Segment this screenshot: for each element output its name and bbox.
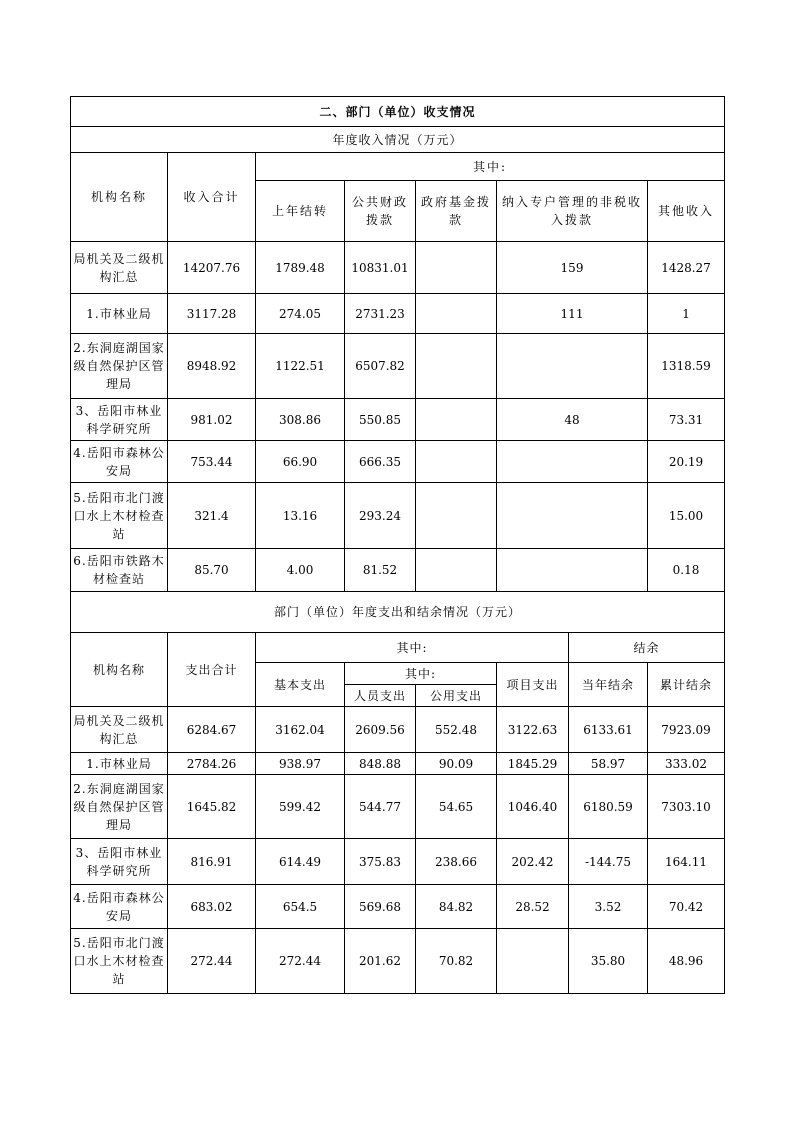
expense-header-of-which-2: 其中: [345, 663, 497, 685]
expense-header-of-which: 其中: [256, 633, 569, 663]
income-row-other: 73.31 [648, 399, 725, 441]
expense-row-project: 202.42 [497, 839, 569, 885]
table-row [71, 483, 725, 549]
expense-row-accum: 164.11 [648, 839, 725, 885]
expense-row-accum: 48.96 [648, 929, 725, 994]
expense-row-basic: 3162.04 [256, 707, 345, 753]
expense-row-project: 28.52 [497, 885, 569, 929]
income-expense-table [70, 96, 725, 994]
income-row-fiscal: 10831.01 [345, 242, 416, 294]
income-header-org: 机构名称 [71, 153, 168, 242]
income-row-total: 85.70 [168, 549, 256, 592]
table-row [71, 294, 725, 334]
expense-row-project: 1046.40 [497, 775, 569, 839]
expense-row-accum: 70.42 [648, 885, 725, 929]
expense-row-total: 272.44 [168, 929, 256, 994]
income-row-fund [416, 441, 497, 483]
income-row-nontax: 111 [497, 294, 648, 334]
expense-header-personnel: 人员支出 [345, 685, 416, 707]
income-row-nontax [497, 441, 648, 483]
income-header-nontax: 纳入专户管理的非税收入拨款 [497, 181, 648, 242]
table-row [71, 707, 725, 753]
expense-row-current: -144.75 [569, 839, 648, 885]
expense-row-basic: 938.97 [256, 753, 345, 775]
income-row-fund [416, 549, 497, 592]
expense-header-project: 项目支出 [497, 663, 569, 707]
income-row-fiscal: 81.52 [345, 549, 416, 592]
expense-row-total: 6284.67 [168, 707, 256, 753]
table-row [71, 753, 725, 775]
expense-caption: 部门（单位）年度支出和结余情况（万元） [71, 592, 725, 633]
expense-row-project [497, 929, 569, 994]
expense-row-accum: 333.02 [648, 753, 725, 775]
income-header-total: 收入合计 [168, 153, 256, 242]
expense-row-total: 816.91 [168, 839, 256, 885]
income-row-fiscal: 550.85 [345, 399, 416, 441]
expense-row-current: 6180.59 [569, 775, 648, 839]
income-row-nontax [497, 334, 648, 399]
table-row [71, 242, 725, 294]
expense-row-total: 1645.82 [168, 775, 256, 839]
income-row-fiscal: 293.24 [345, 483, 416, 549]
expense-row-current: 35.80 [569, 929, 648, 994]
expense-row-basic: 614.49 [256, 839, 345, 885]
expense-row-personnel: 544.77 [345, 775, 416, 839]
table-row [71, 885, 725, 929]
expense-row-public: 552.48 [416, 707, 497, 753]
expense-row-public: 84.82 [416, 885, 497, 929]
income-row-fund [416, 483, 497, 549]
income-row-total: 14207.76 [168, 242, 256, 294]
expense-row-current: 3.52 [569, 885, 648, 929]
income-row-fiscal: 2731.23 [345, 294, 416, 334]
income-row-carry: 1789.48 [256, 242, 345, 294]
expense-header-balance: 结余 [569, 633, 725, 663]
expense-header-accum: 累计结余 [648, 663, 725, 707]
income-row-other: 15.00 [648, 483, 725, 549]
expense-row-accum: 7923.09 [648, 707, 725, 753]
income-row-nontax [497, 483, 648, 549]
income-caption: 年度收入情况（万元） [71, 127, 725, 153]
income-row-fund [416, 334, 497, 399]
income-header-carry: 上年结转 [256, 181, 345, 242]
table-row [71, 399, 725, 441]
expense-row-name: 2.东洞庭湖国家级自然保护区管理局 [71, 775, 168, 839]
expense-row-basic: 654.5 [256, 885, 345, 929]
expense-row-basic: 272.44 [256, 929, 345, 994]
income-row-name: 1.市林业局 [71, 294, 168, 334]
income-row-carry: 308.86 [256, 399, 345, 441]
income-row-fiscal: 666.35 [345, 441, 416, 483]
income-row-other: 20.19 [648, 441, 725, 483]
income-row-other: 0.18 [648, 549, 725, 592]
income-row-nontax: 48 [497, 399, 648, 441]
expense-row-public: 54.65 [416, 775, 497, 839]
income-row-carry: 4.00 [256, 549, 345, 592]
expense-row-personnel: 375.83 [345, 839, 416, 885]
expense-row-project: 1845.29 [497, 753, 569, 775]
expense-row-personnel: 2609.56 [345, 707, 416, 753]
expense-row-public: 90.09 [416, 753, 497, 775]
expense-row-current: 58.97 [569, 753, 648, 775]
expense-header-org: 机构名称 [71, 633, 168, 707]
expense-row-name: 3、岳阳市林业科学研究所 [71, 839, 168, 885]
income-row-fund [416, 242, 497, 294]
expense-row-public: 238.66 [416, 839, 497, 885]
table-row [71, 549, 725, 592]
expense-header-total: 支出合计 [168, 633, 256, 707]
income-row-name: 局机关及二级机构汇总 [71, 242, 168, 294]
income-row-carry: 1122.51 [256, 334, 345, 399]
income-row-total: 981.02 [168, 399, 256, 441]
expense-header-current: 当年结余 [569, 663, 648, 707]
income-row-name: 2.东洞庭湖国家级自然保护区管理局 [71, 334, 168, 399]
expense-row-total: 2784.26 [168, 753, 256, 775]
expense-header-basic: 基本支出 [256, 663, 345, 707]
income-row-total: 321.4 [168, 483, 256, 549]
income-row-other: 1318.59 [648, 334, 725, 399]
expense-row-personnel: 569.68 [345, 885, 416, 929]
table-row [71, 334, 725, 399]
income-row-total: 3117.28 [168, 294, 256, 334]
income-header-fiscal: 公共财政拨款 [345, 181, 416, 242]
income-header-of-which: 其中: [256, 153, 725, 181]
expense-row-name: 1.市林业局 [71, 753, 168, 775]
income-row-carry: 66.90 [256, 441, 345, 483]
expense-row-basic: 599.42 [256, 775, 345, 839]
expense-row-accum: 7303.10 [648, 775, 725, 839]
income-row-fund [416, 294, 497, 334]
expense-row-name: 4.岳阳市森林公安局 [71, 885, 168, 929]
income-row-carry: 13.16 [256, 483, 345, 549]
income-row-name: 4.岳阳市森林公安局 [71, 441, 168, 483]
income-row-total: 753.44 [168, 441, 256, 483]
income-row-carry: 274.05 [256, 294, 345, 334]
income-header-other: 其他收入 [648, 181, 725, 242]
income-row-name: 5.岳阳市北门渡口水上木材检查站 [71, 483, 168, 549]
table-row [71, 775, 725, 839]
table-row [71, 929, 725, 994]
expense-row-public: 70.82 [416, 929, 497, 994]
expense-row-personnel: 848.88 [345, 753, 416, 775]
expense-row-personnel: 201.62 [345, 929, 416, 994]
income-row-nontax [497, 549, 648, 592]
income-row-fiscal: 6507.82 [345, 334, 416, 399]
table-row [71, 839, 725, 885]
expense-row-name: 局机关及二级机构汇总 [71, 707, 168, 753]
page-title: 二、部门（单位）收支情况 [71, 97, 725, 127]
expense-row-current: 6133.61 [569, 707, 648, 753]
expense-row-total: 683.02 [168, 885, 256, 929]
income-row-other: 1428.27 [648, 242, 725, 294]
income-row-nontax: 159 [497, 242, 648, 294]
income-row-total: 8948.92 [168, 334, 256, 399]
expense-row-name: 5.岳阳市北门渡口水上木材检查站 [71, 929, 168, 994]
table-row [71, 441, 725, 483]
income-header-fund: 政府基金拨款 [416, 181, 497, 242]
income-row-other: 1 [648, 294, 725, 334]
income-row-fund [416, 399, 497, 441]
expense-row-project: 3122.63 [497, 707, 569, 753]
expense-header-public: 公用支出 [416, 685, 497, 707]
income-row-name: 3、岳阳市林业科学研究所 [71, 399, 168, 441]
income-row-name: 6.岳阳市铁路木材检查站 [71, 549, 168, 592]
